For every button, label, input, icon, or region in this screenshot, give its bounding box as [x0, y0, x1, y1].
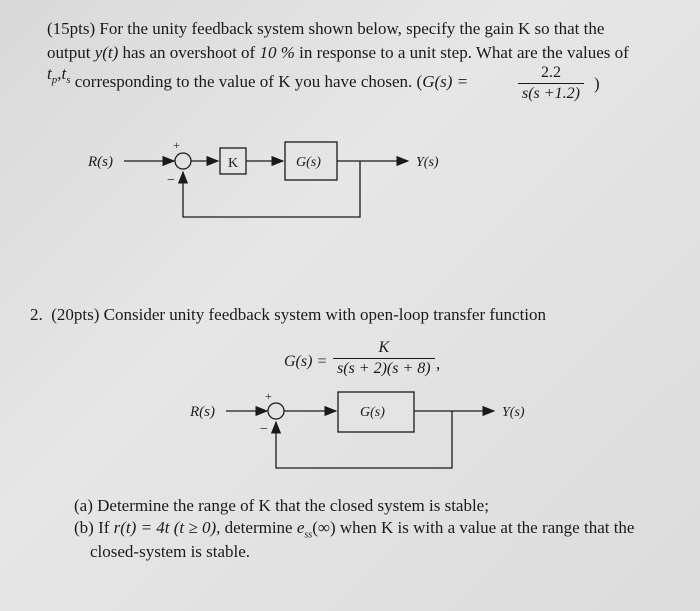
problem2-part-a: (a) Determine the range of K that the closed system is stable; [74, 496, 489, 515]
problem2-part-b-line1: (b) If r(t) = 4t (t ≥ 0), determine $e_{ss}(\infty)$ when K is with a value at the range that the [74, 518, 635, 541]
problem2-gs-label: G(s) = [284, 353, 328, 370]
problem1-line2: output y(t) has an overshoot of 10 % in response to a unit step. What are the values of [47, 43, 629, 62]
d2-plant-label: G(s) [360, 405, 385, 420]
d1-minus: − [167, 173, 175, 188]
d1-input-label: R(s) [88, 154, 113, 170]
problem1-line3: $t_p,t_s$ corresponding to the value of K you have chosen. (G(s) = [47, 64, 469, 91]
d1-plant-label: G(s) [296, 155, 321, 170]
d2-plus: + [265, 389, 272, 403]
d2-input-label: R(s) [190, 404, 215, 420]
d2-output-label: Y(s) [502, 405, 525, 420]
d2-summing-junction [268, 403, 284, 419]
problem1-line1: (15pts) For the unity feedback system shown below, specify the gain K so that the [47, 19, 605, 38]
problem2-part-b-line2: closed-system is stable. [90, 542, 251, 561]
problem2-heading: 2. (20pts) Consider unity feedback system with open-loop transfer function [30, 305, 547, 324]
d1-plus: + [173, 138, 180, 152]
d1-summing-junction [175, 153, 191, 169]
problem1-gs-fraction: 2.2 s(s +1.2) [518, 64, 584, 103]
d2-minus: − [260, 422, 268, 437]
problem1-gs-close: ) [594, 74, 600, 93]
d1-output-label: Y(s) [416, 155, 439, 170]
d1-gain-label: K [228, 156, 239, 171]
problem2-gs-comma: , [436, 354, 441, 373]
problem2-gs-fraction: K s(s + 2)(s + 8) [333, 339, 435, 378]
